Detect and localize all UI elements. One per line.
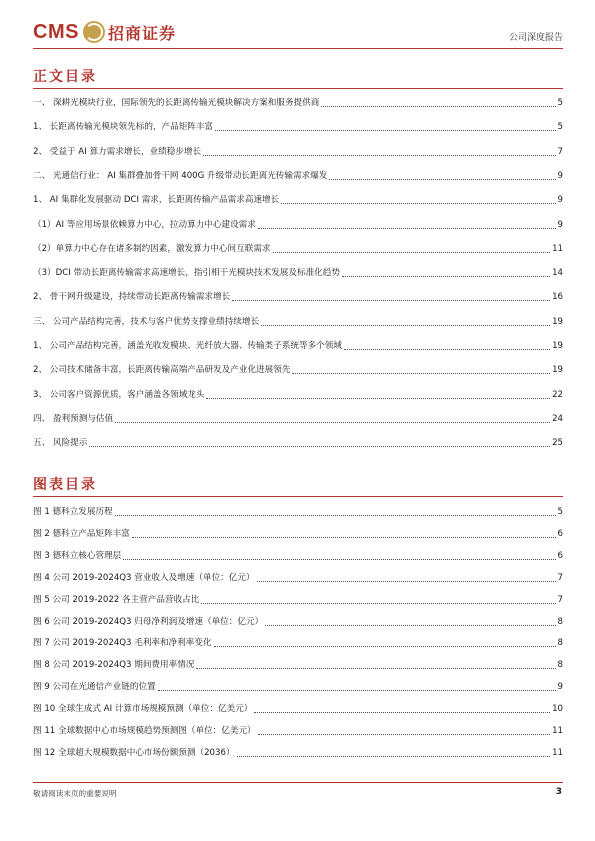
figure-entry-text: 图 4 公司 2019-2024Q3 营业收入及增速（单位：亿元）: [33, 572, 255, 583]
footer-divider: [33, 782, 563, 783]
figure-entry-page: 10: [552, 704, 563, 715]
contents-entry-page: 7: [557, 146, 563, 157]
contents-entry-page: 9: [557, 170, 563, 181]
contents-entry-text: 2、 公司技术储备丰富，长距离传输高端产品研发及产业化进展领先: [33, 365, 291, 376]
company-logo: [33, 20, 176, 44]
contents-entry-text: 五、 风险提示: [33, 438, 88, 449]
contents-entry-text: 1、 AI 集群化发展驱动 DCI 需求，长距离传输产品需求高速增长: [33, 195, 280, 206]
contents-entry-page: 11: [552, 243, 563, 254]
contents-entry-page: 19: [552, 341, 563, 351]
figure-entry-page: 6: [557, 528, 563, 539]
leader-dots: [321, 106, 555, 107]
contents-entry-page: 16: [552, 292, 563, 303]
contents-entry-text: 二、 光通信行业： AI 集群叠加骨干网 400G 升级带动长距离光传输需求爆发: [33, 170, 328, 181]
contents-entry[interactable]: [33, 340, 563, 353]
figure-entry[interactable]: [33, 659, 563, 672]
contents-entry[interactable]: [33, 291, 563, 304]
leader-dots: [158, 690, 556, 691]
leader-dots: [292, 373, 550, 374]
contents-entry-text: 3、 公司客户资源优质，客户涵盖各领域龙头: [33, 389, 205, 400]
leader-dots: [342, 276, 550, 277]
contents-entry-page: 5: [557, 98, 563, 108]
contents-entry-page: 9: [557, 195, 563, 206]
figure-entry-page: 8: [557, 616, 563, 627]
figure-entry-text: 图 1 德科立发展历程: [33, 507, 113, 517]
contents-entry[interactable]: [33, 316, 563, 329]
figure-entry[interactable]: [33, 725, 563, 738]
leader-dots: [273, 252, 551, 253]
contents-entry-text: 三、 公司产品结构完善，技术与客户优势支撑业绩持续增长: [33, 316, 260, 327]
figure-entry[interactable]: [33, 681, 563, 694]
figure-entry[interactable]: [33, 528, 563, 541]
contents-entry[interactable]: [33, 219, 563, 232]
contents-entry[interactable]: [33, 267, 563, 280]
leader-dots: [215, 130, 555, 131]
figure-entry-text: 图 8 公司 2019-2024Q3 期间费用率情况: [33, 660, 195, 671]
contents-entry-text: （3）DCI 带动长距离传输需求高速增长，指引相干光模块技术发展及标准化趋势: [33, 268, 340, 279]
leader-dots: [281, 203, 555, 204]
figure-entry[interactable]: [33, 506, 563, 519]
figure-entry[interactable]: [33, 616, 563, 629]
leader-dots: [265, 625, 555, 626]
contents-entry-text: 2、 受益于 AI 算力需求增长，业绩稳步增长: [33, 146, 202, 157]
figure-entry-text: 图 3 德科立核心管理层: [33, 550, 122, 561]
contents-entry[interactable]: [33, 243, 563, 256]
header-divider: [33, 48, 563, 49]
leader-dots: [232, 300, 550, 301]
figure-entry-text: 图 11 全球数据中心市场规模趋势预测图（单位：亿美元）: [33, 726, 256, 736]
leader-dots: [123, 559, 555, 560]
figure-entry[interactable]: [33, 703, 563, 716]
contents-entry-page: 19: [552, 316, 563, 327]
contents-entry-page: 24: [552, 413, 563, 424]
figure-entry-text: 图 9 公司在光通信产业链的位置: [33, 682, 156, 693]
contents-entry[interactable]: [33, 364, 563, 377]
page-number: 3: [555, 787, 562, 797]
leader-dots: [115, 422, 550, 423]
contents-entry-text: 一、 深耕光模块行业，国际领先的长距离传输光模块解决方案和服务提供商: [33, 98, 320, 108]
leader-dots: [201, 603, 555, 604]
leader-dots: [132, 537, 556, 538]
contents-entry[interactable]: [33, 170, 563, 183]
logo-seal-icon: [83, 21, 105, 43]
leader-dots: [237, 756, 551, 757]
figure-entry[interactable]: [33, 747, 563, 760]
figure-entry-text: 图 10 全球生成式 AI 计算市场规模预测（单位：亿美元）: [33, 704, 253, 715]
leader-dots: [261, 325, 550, 326]
figure-entry[interactable]: [33, 594, 563, 607]
contents-title: 正文目录: [33, 69, 97, 85]
leader-dots: [258, 228, 556, 229]
figure-entry-text: 图 7 公司 2019-2024Q3 毛利率和净利率变化: [33, 638, 212, 649]
figures-divider: [33, 496, 563, 497]
contents-entry[interactable]: [33, 121, 563, 134]
figure-entry-page: 9: [557, 682, 563, 693]
contents-entry-page: 25: [552, 438, 563, 449]
contents-entry[interactable]: [33, 437, 563, 450]
leader-dots: [196, 668, 555, 669]
figure-entry[interactable]: [33, 572, 563, 585]
leader-dots: [257, 581, 556, 582]
contents-entry-page: 9: [557, 219, 563, 230]
contents-entry[interactable]: [33, 389, 563, 402]
leader-dots: [254, 712, 550, 713]
logo-latin: CMS: [33, 20, 79, 43]
leader-dots: [115, 515, 556, 516]
contents-entry-text: 四、 盈利预测与估值: [33, 413, 114, 424]
figure-entry-page: 6: [557, 550, 563, 561]
contents-entry[interactable]: [33, 194, 563, 207]
contents-entry-text: 1、 公司产品结构完善，涵盖光收发模块、光纤放大器、传输类子系统等多个领域: [33, 341, 342, 351]
figure-entry-page: 5: [557, 507, 563, 517]
figure-entry-page: 7: [557, 572, 563, 583]
leader-dots: [203, 155, 555, 156]
figure-entry-text: 图 5 公司 2019-2022 各主营产品营收占比: [33, 594, 200, 605]
contents-entry[interactable]: [33, 97, 563, 110]
contents-entry-text: （2）单算力中心存在诸多制约因素，激发算力中心间互联需求: [33, 243, 271, 254]
contents-entry-text: 1、 长距离传输光模块领先标的，产品矩阵丰富: [33, 122, 214, 133]
contents-entry[interactable]: [33, 413, 563, 426]
leader-dots: [329, 179, 555, 180]
figure-entry-page: 8: [557, 638, 563, 649]
contents-entry-text: （1）AI 等应用场景依赖算力中心，拉动算力中心建设需求: [33, 219, 256, 230]
figure-entry-page: 8: [557, 660, 563, 671]
contents-divider: [33, 88, 563, 89]
figure-entry-page: 7: [557, 594, 563, 605]
contents-entry-page: 14: [552, 268, 563, 279]
figure-entry-text: 图 2 德科立产品矩阵丰富: [33, 528, 130, 539]
footer-disclaimer: 敬请阅读末页的重要说明: [33, 789, 117, 798]
logo-chinese: 招商证券: [107, 23, 176, 43]
contents-entry-page: 5: [557, 122, 563, 133]
figure-entry[interactable]: [33, 550, 563, 563]
figure-entry-text: 图 12 全球超大规模数据中心市场份额预测（2036）: [33, 747, 235, 758]
leader-dots: [214, 646, 556, 647]
figure-entry[interactable]: [33, 637, 563, 650]
leader-dots: [344, 349, 550, 350]
contents-entry-page: 22: [552, 389, 563, 400]
contents-entry-page: 19: [552, 365, 563, 376]
figures-title: 图表目录: [33, 477, 97, 493]
contents-entry[interactable]: [33, 146, 563, 159]
leader-dots: [206, 398, 550, 399]
document-type: 公司深度报告: [508, 33, 563, 43]
leader-dots: [258, 734, 550, 735]
figure-entry-page: 11: [552, 726, 563, 736]
page-header: [33, 18, 563, 48]
figure-entry-page: 11: [552, 747, 563, 758]
figure-entry-text: 图 6 公司 2019-2024Q3 归母净利润及增速（单位：亿元）: [33, 616, 264, 627]
contents-entry-text: 2、 骨干网升级建设，持续带动长距离传输需求增长: [33, 292, 231, 303]
leader-dots: [89, 446, 550, 447]
